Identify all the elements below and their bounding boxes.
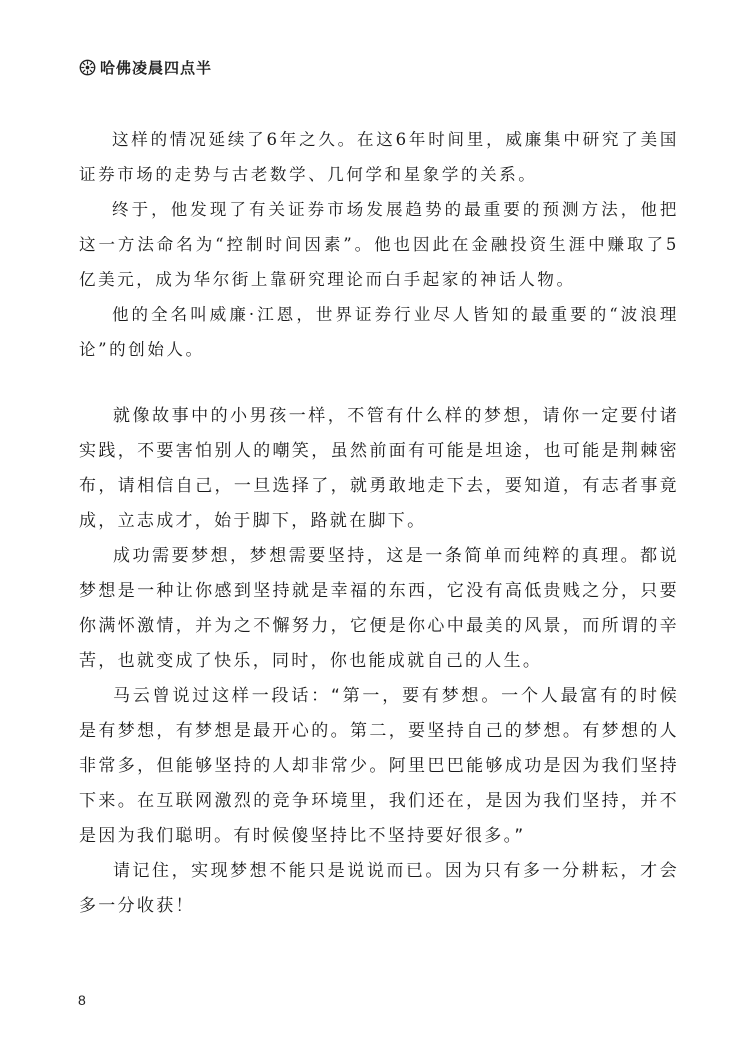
paragraph: 终于，他发现了有关证券市场发展趋势的最重要的预测方法，他把这一方法命名为“控制时间因素”。他也因此在金融投资生涯中赚取了5亿美元，成为华尔街上靠研究理论而白手起家的神话人物。 [79,200,679,289]
paragraph: 马云曾说过这样一段话：“第一，要有梦想。一个人最富有的时候是有梦想，有梦想是最开心的。第二，要坚持自己的梦想。有梦想的人非常多，但能够坚持的人却非常少。阿里巴巴能够成功是因为我们坚持下来。在互联网激烈的竞争环境里，我们还在，是因为我们坚持，并不是因为我们聪明。有时候傻坚持比不坚持要好很多。” [79,686,679,846]
paragraph: 这样的情况延续了6年之久。在这6年时间里，威廉集中研究了美国证券市场的走势与古老数学、几何学和星象学的关系。 [79,130,679,184]
sun-clock-icon [79,59,96,76]
page-number: 8 [78,992,86,1008]
page-body [79,122,679,924]
commentary-section [79,399,679,924]
book-title: 哈佛凌晨四点半 [100,59,213,77]
paragraph: 他的全名叫威廉·江恩，世界证券行业尽人皆知的最重要的“波浪理论”的创始人。 [79,305,679,359]
story-section [79,122,679,367]
paragraph: 请记住，实现梦想不能只是说说而已。因为只有多一分耕耘，才会多一分收获！ [79,861,679,916]
paragraph: 就像故事中的小男孩一样，不管有什么样的梦想，请你一定要付诸实践，不要害怕别人的嘲笑，虽然前面有可能是坦途，也可能是荆棘密布，请相信自己，一旦选择了，就勇敢地走下去，要知道，有志者事竟成，立志成才，始于脚下，路就在脚下。 [79,406,679,531]
running-header [79,57,212,78]
paragraph: 成功需要梦想，梦想需要坚持，这是一条简单而纯粹的真理。都说梦想是一种让你感到坚持就是幸福的东西，它没有高低贵贱之分，只要你满怀激情，并为之不懈努力，它便是你心中最美的风景，而所谓的辛苦，也就变成了快乐，同时，你也能成就自己的人生。 [79,546,679,671]
